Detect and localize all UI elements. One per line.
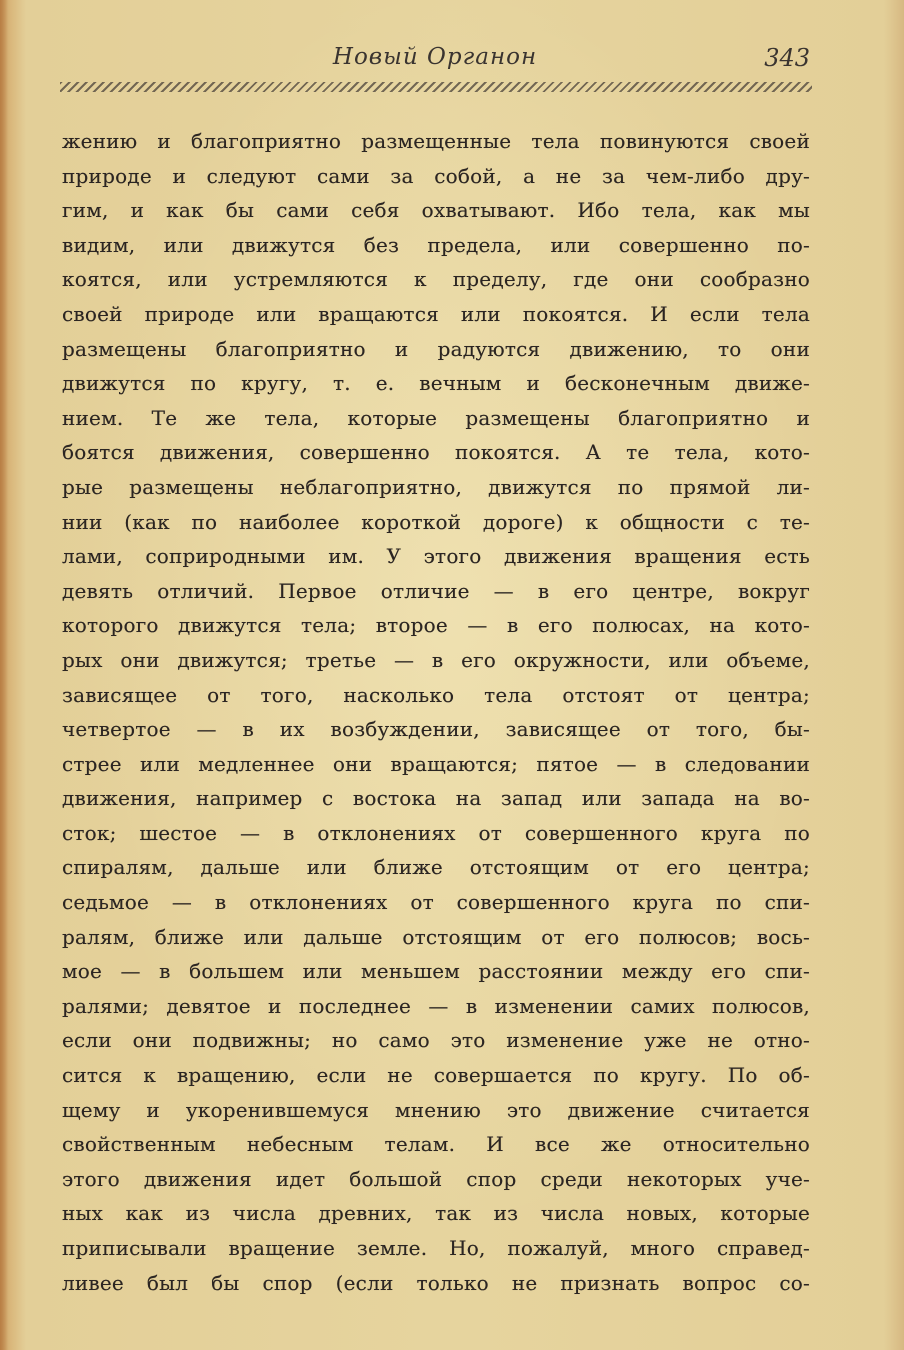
text-line: свойственным небесным телам. И все же относительно [62, 1132, 810, 1157]
text-line: нии (как по наиболее короткой дороге) к общности с те- [62, 509, 810, 534]
text-line: зависящее от того, насколько тела отстоят от центра; [62, 682, 810, 707]
running-title: Новый Органон [332, 44, 538, 70]
text-line: жению и благоприятно размещенные тела повинуются своей [62, 129, 810, 153]
text-line: своей природе или вращаются или покоятся. И если тела [62, 301, 810, 326]
text-line: ралями; девятое и последнее — в изменении самих полюсов, [62, 993, 810, 1018]
text-line: рых они движутся; третье — в его окружности, или объеме, [62, 647, 810, 672]
text-line: коятся, или устремляются к пределу, где они сообразно [62, 267, 810, 292]
text-line: ных как из числа древних, так из числа новых, которые [62, 1201, 810, 1226]
text-line: сится к вращению, если не совершается по кругу. По об- [62, 1063, 810, 1088]
text-line: этого движения идет большой спор среди некоторых уче- [62, 1166, 810, 1191]
text-line: которого движутся тела; второе — в его полюсах, на кото- [62, 613, 810, 638]
text-line: движутся по кругу, т. е. вечным и бесконечным движе- [62, 371, 810, 396]
body-text [62, 124, 810, 1300]
text-line: гим, и как бы сами себя охватывают. Ибо тела, как мы [62, 198, 810, 223]
text-line: боятся движения, совершенно покоятся. А те тела, кото- [62, 440, 810, 465]
text-line: спиралям, дальше или ближе отстоящим от его центра; [62, 855, 810, 880]
text-line: лами, соприродными им. У этого движения вращения есть [62, 544, 810, 569]
text-line: седьмое — в отклонениях от совершенного круга по спи- [62, 890, 810, 915]
running-head [0, 44, 904, 84]
text-line: девять отличий. Первое отличие — в его центре, вокруг [62, 578, 810, 603]
text-line: ралям, ближе или дальше отстоящим от его полюсов; вось- [62, 924, 810, 949]
header-ornamental-rule [60, 82, 812, 92]
text-line: сток; шестое — в отклонениях от совершенного круга по [62, 820, 810, 845]
text-line: стрее или медленнее они вращаются; пятое — в следовании [62, 751, 810, 776]
page-number: 343 [764, 44, 810, 72]
text-line: щему и укоренившемуся мнению это движение считается [62, 1097, 810, 1122]
text-line: нием. Те же тела, которые размещены благоприятно и [62, 405, 810, 430]
text-line: размещены благоприятно и радуются движению, то они [62, 336, 810, 361]
text-line: рые размещены неблагоприятно, движутся по прямой ли- [62, 474, 810, 499]
text-line: четвертое — в их возбуждении, зависящее от того, бы- [62, 717, 810, 742]
text-line: мое — в большем или меньшем расстоянии между его спи- [62, 959, 810, 984]
text-line: видим, или движутся без предела, или совершенно по- [62, 232, 810, 257]
text-line: ливее был бы спор (если только не признать вопрос со- [62, 1270, 810, 1295]
text-line: приписывали вращение земле. Но, пожалуй, много справед- [62, 1236, 810, 1260]
text-line: природе и следуют сами за собой, а не за чем-либо дру- [62, 163, 810, 188]
text-line: если они подвижны; но само это изменение уже не отно- [62, 1028, 810, 1053]
text-line: движения, например с востока на запад или запада на во- [62, 786, 810, 811]
